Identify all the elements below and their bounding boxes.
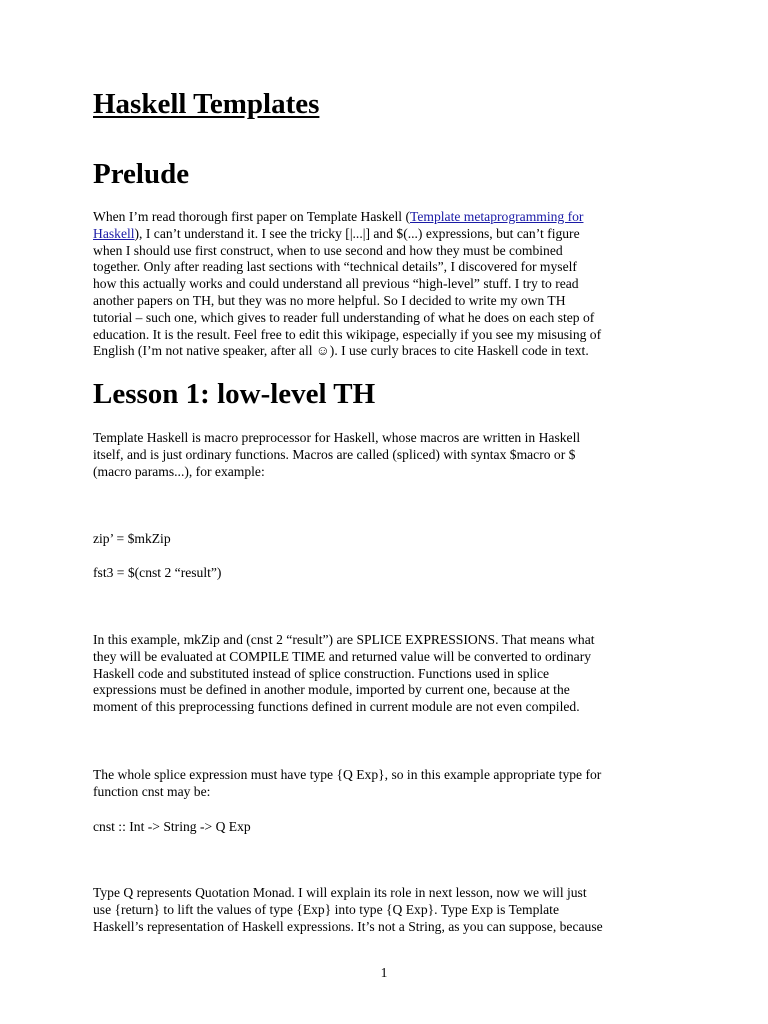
template-metaprogramming-link[interactable]: Template metaprogramming for: [410, 209, 584, 224]
paragraph-line: itself, and is just ordinary functions. Macros are called (spliced) with syntax $macro or $: [93, 446, 576, 462]
paragraph-line: tutorial – such one, which gives to reader full understanding of what he does on each step of: [93, 309, 595, 325]
page-number: 1: [380, 965, 388, 980]
haskell-link[interactable]: Haskell: [93, 225, 135, 241]
paragraph-line: expressions must be defined in another module, imported by current one, because at the: [93, 682, 570, 698]
paragraph-line: how this actually works and could understand all previous “high-level” stuff. I try to read: [93, 276, 579, 292]
paragraph-line: The whole splice expression must have type {Q Exp}, so in this example appropriate type for: [93, 767, 602, 782]
lesson1-intro-paragraph: [93, 430, 693, 480]
splice-type-paragraph: [93, 767, 693, 801]
paragraph-line: together. Only after reading last sections with “technical details”, I discovered for myself: [93, 259, 577, 275]
paragraph-line: [93, 209, 693, 226]
text-run: ), I can’t understand it. I see the tricky [|...|] and $(...) expressions, but can’t figure: [134, 225, 580, 241]
paragraph-line: Haskell code and substituted instead of splice construction. Functions used in splice: [93, 665, 550, 681]
paragraph-line: (macro params...), for example:: [93, 463, 265, 479]
paragraph-line: another papers on TH, but they was no more helpful. So I decided to write my own TH: [93, 292, 566, 308]
paragraph-line: when I should use first construct, when to use second and how they must be combined: [93, 242, 563, 258]
paragraph-line: Haskell’s representation of Haskell expressions. It’s not a String, as you can suppose, because: [93, 918, 603, 934]
section-heading-lesson1: Lesson 1: low-level TH: [93, 378, 376, 410]
paragraph-line: English (I’m not native speaker, after all ☺). I use curly braces to cite Haskell code in text.: [93, 343, 589, 359]
paragraph-line: use {return} to lift the values of type {Exp} into type {Q Exp}. Type Exp is Template: [93, 901, 559, 917]
code-example-fst3: fst3 = $(cnst 2 “result”): [93, 565, 222, 580]
text-run: When I’m read thorough first paper on Template Haskell (: [93, 209, 411, 224]
code-example-zip: zip’ = $mkZip: [93, 531, 171, 546]
document-title: Haskell Templates: [93, 88, 320, 120]
paragraph-line: moment of this preprocessing functions defined in current module are not even compiled.: [93, 699, 580, 715]
paragraph-line: function cnst may be:: [93, 783, 211, 799]
section-heading-prelude: Prelude: [93, 158, 190, 190]
splice-expressions-paragraph: [93, 632, 693, 716]
prelude-paragraph: [93, 209, 693, 360]
paragraph-line: education. It is the result. Feel free to edit this wikipage, especially if you see my misusing of: [93, 326, 602, 342]
paragraph-line: they will be evaluated at COMPILE TIME and returned value will be converted to ordinary: [93, 648, 592, 664]
paragraph-line: [93, 226, 693, 243]
code-example-cnst-signature: cnst :: Int -> String -> Q Exp: [93, 819, 251, 834]
paragraph-line: Template Haskell is macro preprocessor for Haskell, whose macros are written in Haskell: [93, 430, 581, 445]
paragraph-line: In this example, mkZip and (cnst 2 “result”) are SPLICE EXPRESSIONS. That means what: [93, 632, 595, 647]
quotation-monad-paragraph: [93, 885, 693, 935]
paragraph-line: Type Q represents Quotation Monad. I will explain its role in next lesson, now we will just: [93, 885, 587, 900]
